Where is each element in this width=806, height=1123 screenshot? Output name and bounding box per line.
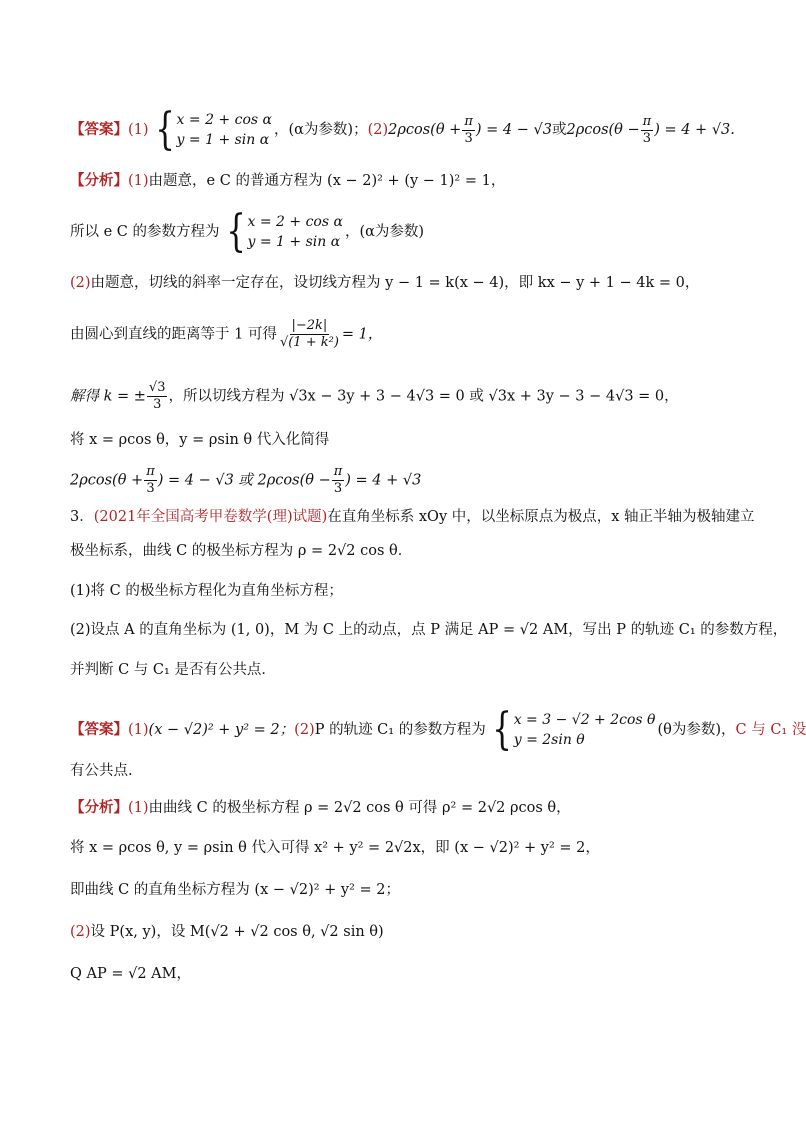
part-2-label: (2) <box>70 924 91 940</box>
question-3-line-5 <box>70 660 276 680</box>
equation: ) = 4 + √3 <box>345 472 422 489</box>
equation: (x − √2)² + y² = 2； <box>148 722 295 738</box>
conclusion: C 与 C₁ 没 <box>735 722 806 738</box>
equation: 2ρcos(θ + <box>70 472 144 489</box>
part-1-label: (1) <box>128 722 149 738</box>
param-note: (θ为参数)， <box>657 722 736 738</box>
system-row: x = 3 − √2 + 2cos θ <box>513 712 656 728</box>
text: 有公共点. <box>70 763 133 779</box>
parametric-system <box>151 104 272 155</box>
analysis-3-line-2 <box>70 838 600 858</box>
answer-3-line-2 <box>70 761 133 781</box>
text: 在直角坐标系 xOy 中，以坐标原点为极点，x 轴正半轴为极轴建立 <box>327 509 755 525</box>
brace-icon: { <box>225 206 246 257</box>
analysis-1-line-5 <box>70 380 679 413</box>
question-3-line-3 <box>70 581 343 601</box>
question-3-line-4 <box>70 620 787 640</box>
system-row: y = 1 + sin α <box>176 132 270 148</box>
text: 即曲线 C 的直角坐标方程为 (x − √2)² + y² = 2； <box>70 882 401 898</box>
text: Q AP = √2 AM， <box>70 966 191 982</box>
text: 设 P(x, y)，设 M(√2 + √2 cos θ, √2 sin θ) <box>90 924 384 940</box>
equation: 2ρcos(θ − <box>566 122 640 138</box>
parametric-system <box>488 704 656 755</box>
or-text: 或 <box>551 122 567 138</box>
answer-1 <box>70 104 735 155</box>
analysis-3-line-5 <box>70 964 191 984</box>
text: 解得 k = ± <box>70 388 146 405</box>
answer-tag: 【答案】 <box>70 121 128 138</box>
equation: ) = 4 + √3. <box>654 122 735 138</box>
analysis-1-line-7 <box>70 464 421 497</box>
analysis-1-line-3 <box>70 273 699 293</box>
fraction: $\frac{|-2k|}{\text{√(1 + k²)}}$ <box>279 318 339 350</box>
text: 并判断 C 与 C₁ 是否有公共点． <box>70 662 276 678</box>
part-1-label: (1) <box>128 800 149 816</box>
part-2-label: (2) <box>294 722 315 738</box>
text: ，所以切线方程为 √3x − 3y + 3 − 4√3 = 0 或 √3x + 3y − 3 − 4√3 = 0， <box>168 388 679 405</box>
part-2-label: (2) <box>70 275 91 291</box>
question-number: 3． <box>70 509 94 525</box>
brace-icon: { <box>154 104 175 155</box>
text: (2)设点 A 的直角坐标为 (1, 0)，M 为 C 上的动点，点 P 满足 AP = √2 AM，写出 P 的轨迹 C₁ 的参数方程， <box>70 622 788 638</box>
param-note: ，(α为参数)； <box>273 122 368 138</box>
text: 将 x = ρcos θ，y = ρsin θ 代入化简得 <box>70 432 330 448</box>
analysis-tag: 【分析】 <box>70 172 128 189</box>
parametric-system <box>222 206 343 257</box>
equation: ) = 4 − √3 <box>475 122 552 138</box>
equation: 2ρcos(θ + <box>388 122 462 138</box>
question-source: (2021年全国高考甲卷数学(理)试题) <box>93 509 328 525</box>
analysis-3-line-1 <box>70 798 571 818</box>
fraction: $\frac{\pi}{3}$ <box>333 464 343 496</box>
answer-3 <box>70 704 806 755</box>
brace-icon: { <box>491 704 512 755</box>
system-row: x = 2 + cos α <box>247 214 343 230</box>
analysis-3-line-3 <box>70 880 400 900</box>
fraction: $\frac{\pi}{3}$ <box>642 113 652 146</box>
text: 由圆心到直线的距离等于 1 可得 <box>70 326 277 343</box>
text: P 的轨迹 C₁ 的参数方程为 <box>314 722 486 738</box>
equation: ) = 4 − √3 或 2ρcos(θ − <box>157 472 331 489</box>
text: = 1， <box>341 326 383 343</box>
text: 由曲线 C 的极坐标方程 ρ = 2√2 cos θ 可得 ρ² = 2√2 ρcos θ， <box>148 800 571 816</box>
param-note: ，(α为参数) <box>344 224 425 240</box>
question-3-line-2 <box>70 541 412 561</box>
analysis-tag: 【分析】 <box>70 799 128 816</box>
fraction: $\frac{√3}{3}$ <box>148 380 166 412</box>
part-1-label: (1) <box>128 173 149 189</box>
text: 由题意，e C 的普通方程为 (x − 2)² + (y − 1)² = 1， <box>148 173 506 189</box>
system-row: y = 2sin θ <box>513 732 585 748</box>
analysis-1-line-6 <box>70 430 329 450</box>
answer-tag: 【答案】 <box>70 721 128 738</box>
system-row: y = 1 + sin α <box>247 234 341 250</box>
text: 极坐标系，曲线 C 的极坐标方程为 ρ = 2√2 cos θ． <box>70 543 413 559</box>
analysis-1-line-4 <box>70 318 382 351</box>
text: 由题意，切线的斜率一定存在，设切线方程为 y − 1 = k(x − 4)，即 kx − y + 1 − 4k = 0， <box>90 275 700 291</box>
text: 所以 e C 的参数方程为 <box>70 224 220 240</box>
analysis-1-line-2 <box>70 206 425 257</box>
fraction: $\frac{\pi}{3}$ <box>464 113 473 146</box>
part-2-label: (2) <box>367 122 389 138</box>
text: 将 x = ρcos θ, y = ρsin θ 代入可得 x² + y² = 2√2x，即 (x − √2)² + y² = 2， <box>70 840 600 856</box>
text: (1)将 C 的极坐标方程化为直角坐标方程； <box>70 583 343 599</box>
question-3-line-1 <box>70 507 755 527</box>
analysis-3-line-4 <box>70 922 384 942</box>
system-row: x = 2 + cos α <box>176 112 272 128</box>
part-1-label: (1) <box>128 122 149 138</box>
analysis-1-line-1 <box>70 171 505 191</box>
fraction: $\frac{\pi}{3}$ <box>146 464 155 496</box>
